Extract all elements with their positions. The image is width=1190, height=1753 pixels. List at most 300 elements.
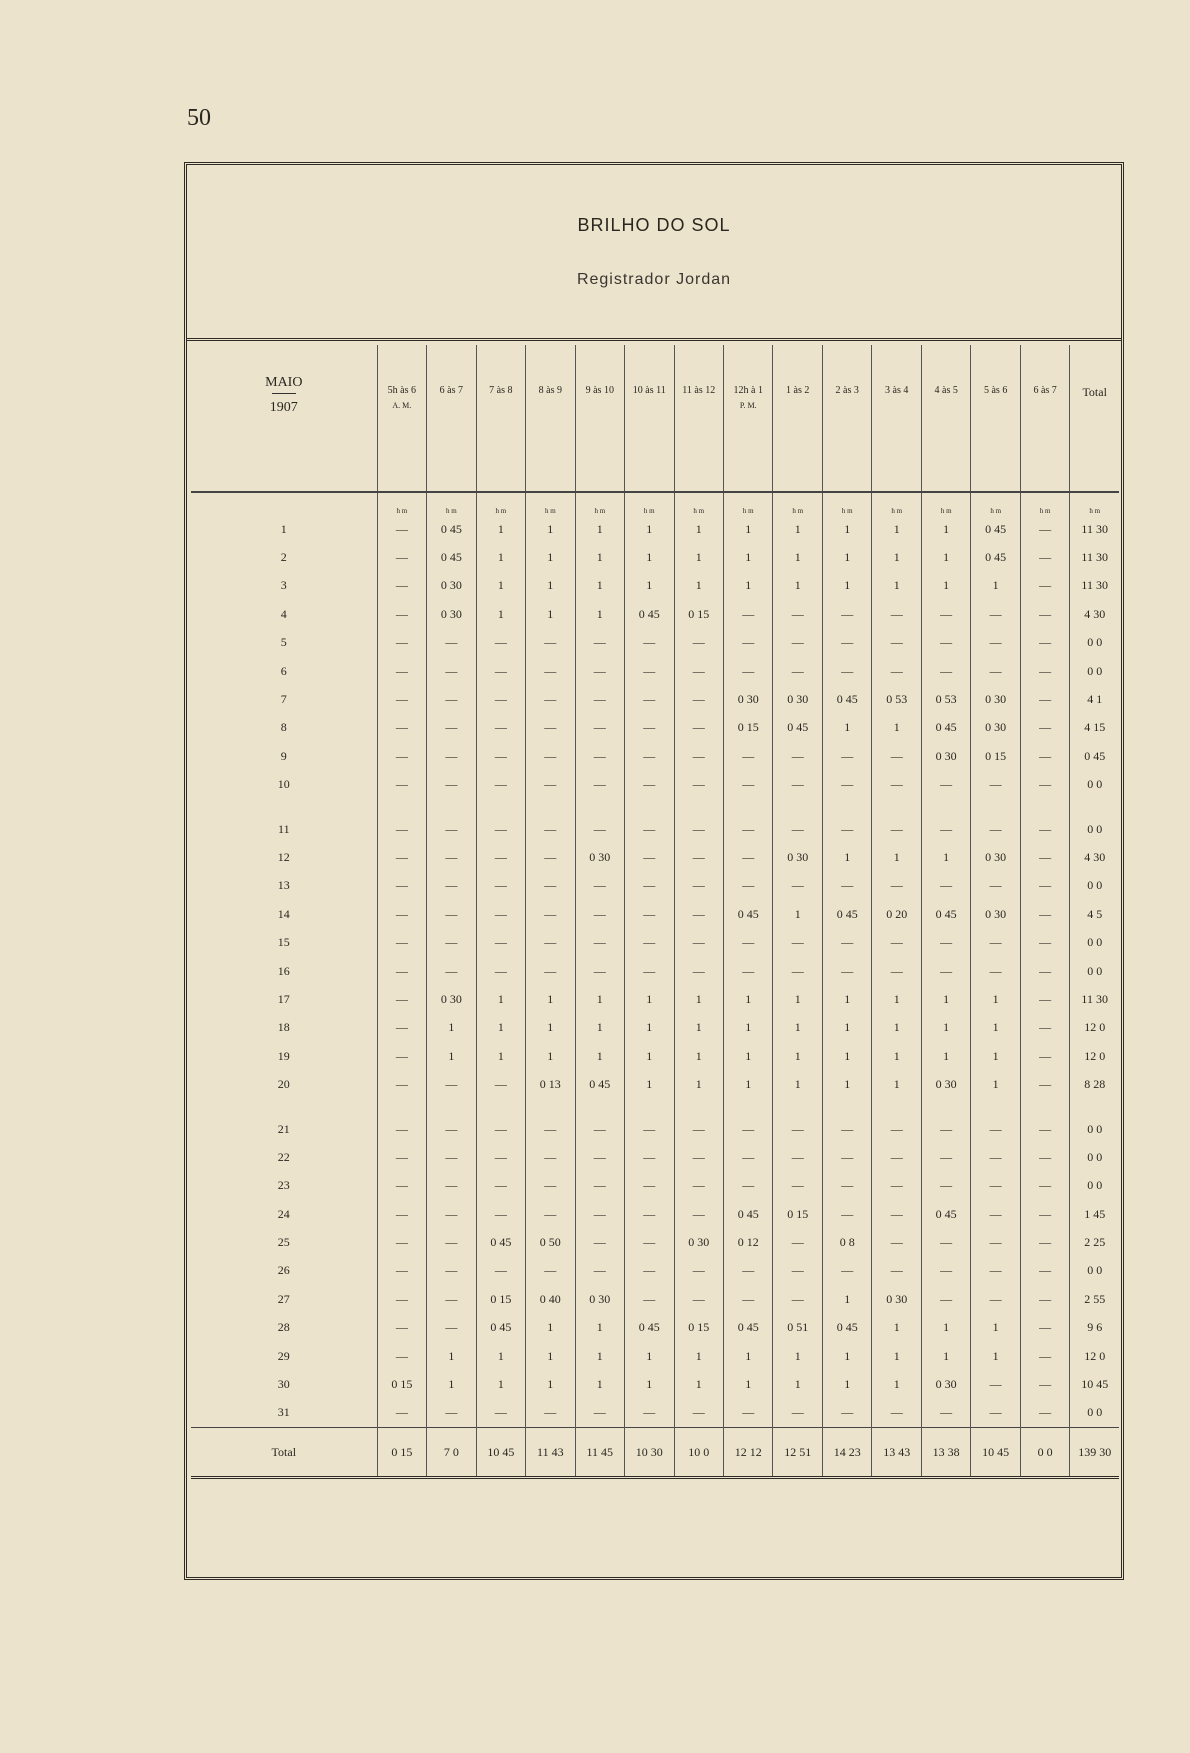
total-header: Total [1070, 345, 1119, 492]
hour-cell: — [625, 872, 674, 900]
hour-cell: — [377, 572, 426, 600]
day-cell: 5 [280, 635, 287, 650]
row-total-cell: 10 45 [1070, 1370, 1119, 1398]
hour-cell: 1 [575, 1314, 624, 1342]
hour-cell: — [724, 1143, 773, 1171]
table-row [191, 515, 1119, 543]
row-total-cell: 9 6 [1070, 1314, 1119, 1342]
row-total-cell: 0 0 [1070, 1172, 1119, 1200]
hour-cell: 0 45 [822, 685, 871, 713]
table-row [191, 1314, 1119, 1342]
hour-cell: — [377, 872, 426, 900]
hour-cell: 0 40 [526, 1285, 575, 1313]
row-total-cell: 11 30 [1070, 985, 1119, 1013]
hour-cell: — [971, 1228, 1020, 1256]
hour-cell: — [1020, 928, 1069, 956]
hour-cell: 1 [674, 1370, 723, 1398]
hour-cell: — [526, 900, 575, 928]
unit-label: h m [773, 492, 822, 515]
hour-header-label: 7 às 8 [489, 385, 513, 396]
hour-cell: — [526, 799, 575, 843]
hour-cell: — [773, 742, 822, 770]
hour-cell: — [971, 1370, 1020, 1398]
hour-cell: 0 45 [822, 1314, 871, 1342]
hour-cell: 0 30 [971, 900, 1020, 928]
hour-cell: 1 [872, 1342, 921, 1370]
hour-cell: 1 [921, 843, 970, 871]
hour-cell: 1 [773, 572, 822, 600]
table-row [191, 1042, 1119, 1070]
hour-cell: — [724, 742, 773, 770]
row-total-cell: 0 0 [1070, 1143, 1119, 1171]
hour-cell: 0 45 [773, 714, 822, 742]
hour-cell: — [971, 629, 1020, 657]
hour-cell: — [377, 685, 426, 713]
hour-cell: — [427, 685, 476, 713]
hour-cell: 1 [427, 1042, 476, 1070]
hour-cell: — [526, 928, 575, 956]
hour-cell: 1 [625, 1042, 674, 1070]
hour-cell: — [575, 1228, 624, 1256]
row-total-cell: 0 0 [1070, 872, 1119, 900]
year-label: 1907 [269, 400, 298, 415]
hour-cell: — [872, 629, 921, 657]
hour-cell: 0 30 [674, 1228, 723, 1256]
hour-cell: — [427, 1314, 476, 1342]
day-cell: 25 [277, 1235, 290, 1250]
day-cell: 11 [278, 821, 290, 836]
hour-header-label: 12h à 1 [733, 385, 763, 396]
hour-cell: 1 [822, 1285, 871, 1313]
hour-cell: 1 [674, 572, 723, 600]
hour-cell: 1 [872, 1042, 921, 1070]
hour-cell: 0 30 [575, 1285, 624, 1313]
hour-cell: 1 [822, 1070, 871, 1098]
hour-cell: — [674, 928, 723, 956]
hour-cell: — [1020, 799, 1069, 843]
column-total-cell: 14 23 [822, 1428, 871, 1478]
hour-cell: 1 [625, 1370, 674, 1398]
hour-cell: 1 [526, 985, 575, 1013]
row-total-cell: 12 0 [1070, 1042, 1119, 1070]
month-header [191, 345, 377, 492]
hour-cell: 1 [971, 572, 1020, 600]
hour-cell: — [476, 799, 525, 843]
hour-cell: 1 [971, 1014, 1020, 1042]
hour-cell: — [872, 928, 921, 956]
hour-cell: 1 [872, 714, 921, 742]
table-row [191, 771, 1119, 799]
hour-cell: 1 [822, 572, 871, 600]
column-total-cell: 0 0 [1020, 1428, 1069, 1478]
row-total-cell: 11 30 [1070, 515, 1119, 543]
hour-cell: — [526, 657, 575, 685]
hour-cell: 0 45 [971, 543, 1020, 571]
hour-cell: — [1020, 714, 1069, 742]
unit-label: h m [1020, 492, 1069, 515]
column-total-cell: 10 45 [476, 1428, 525, 1478]
hour-cell: — [427, 629, 476, 657]
header-row [191, 345, 1119, 492]
hour-cell: 1 [476, 1042, 525, 1070]
hour-cell: — [427, 957, 476, 985]
table-row [191, 928, 1119, 956]
unit-label: h m [822, 492, 871, 515]
hour-cell: — [724, 1257, 773, 1285]
hour-cell: 0 45 [724, 1314, 773, 1342]
hour-cell: — [773, 872, 822, 900]
hour-cell: — [1020, 1042, 1069, 1070]
hour-cell: — [625, 771, 674, 799]
hour-cell: — [526, 1099, 575, 1143]
hour-cell: 1 [625, 543, 674, 571]
hour-cell: 1 [872, 985, 921, 1013]
hour-cell: 1 [773, 900, 822, 928]
hour-cell: — [724, 1285, 773, 1313]
hour-cell: — [625, 1172, 674, 1200]
title-block [187, 165, 1121, 341]
hour-cell: — [427, 657, 476, 685]
hour-cell: — [921, 1099, 970, 1143]
hour-cell: — [921, 1257, 970, 1285]
hour-cell: 1 [773, 985, 822, 1013]
column-total-cell: 13 38 [921, 1428, 970, 1478]
day-cell: 2 [280, 550, 287, 565]
hour-cell: — [921, 600, 970, 628]
row-total-cell: 11 30 [1070, 572, 1119, 600]
day-cell: 23 [277, 1178, 290, 1193]
hour-cell: — [526, 1172, 575, 1200]
hour-cell: — [921, 1228, 970, 1256]
hour-cell: 0 45 [476, 1314, 525, 1342]
hour-cell: 1 [476, 1342, 525, 1370]
hour-cell: 1 [971, 1042, 1020, 1070]
hour-cell: — [427, 714, 476, 742]
hour-cell: 0 20 [872, 900, 921, 928]
unit-label: h m [526, 492, 575, 515]
table-row [191, 1200, 1119, 1228]
hour-cell: — [625, 1143, 674, 1171]
hour-cell: — [1020, 1314, 1069, 1342]
day-cell: 16 [277, 963, 290, 978]
day-cell: 26 [277, 1263, 290, 1278]
hour-cell: — [822, 928, 871, 956]
hour-cell: 0 30 [921, 1370, 970, 1398]
hour-cell: — [921, 771, 970, 799]
hour-cell: — [377, 515, 426, 543]
totals-label: Total [191, 1428, 377, 1478]
hour-cell: — [872, 771, 921, 799]
table-row [191, 1228, 1119, 1256]
hour-cell: — [773, 1399, 822, 1428]
hour-cell: — [724, 600, 773, 628]
day-cell: 31 [277, 1405, 290, 1420]
hour-cell: — [575, 1200, 624, 1228]
hour-cell: — [822, 742, 871, 770]
hour-cell: — [921, 629, 970, 657]
hour-cell: — [971, 1257, 1020, 1285]
row-total-cell: 11 30 [1070, 543, 1119, 571]
hour-cell: — [872, 799, 921, 843]
table-row [191, 1399, 1119, 1428]
row-total-cell: 2 55 [1070, 1285, 1119, 1313]
hour-cell: 0 30 [971, 685, 1020, 713]
row-total-cell: 12 0 [1070, 1342, 1119, 1370]
hour-cell: — [575, 714, 624, 742]
hour-cell: — [971, 1200, 1020, 1228]
hour-cell: — [476, 657, 525, 685]
hour-cell: — [625, 843, 674, 871]
hour-cell: 1 [872, 543, 921, 571]
hour-cell: — [773, 1257, 822, 1285]
hour-cell: 1 [822, 714, 871, 742]
column-total-cell: 10 0 [674, 1428, 723, 1478]
hour-cell: — [822, 799, 871, 843]
row-total-cell: 0 0 [1070, 657, 1119, 685]
hour-cell: 1 [822, 985, 871, 1013]
hour-header [476, 345, 525, 492]
hour-cell: — [724, 1399, 773, 1428]
row-total-cell: 4 15 [1070, 714, 1119, 742]
pm-label: P. M. [739, 401, 757, 410]
hour-cell: — [773, 928, 822, 956]
hour-cell: — [575, 742, 624, 770]
hour-cell: — [724, 957, 773, 985]
hour-cell: 0 15 [971, 742, 1020, 770]
unit-label: h m [476, 492, 525, 515]
hour-cell: 1 [476, 572, 525, 600]
hour-header [575, 345, 624, 492]
hour-cell: — [872, 957, 921, 985]
hour-cell: 0 15 [773, 1200, 822, 1228]
hour-cell: — [1020, 572, 1069, 600]
hour-cell: 1 [724, 1070, 773, 1098]
hour-cell: — [427, 1285, 476, 1313]
hour-cell: — [575, 928, 624, 956]
hour-cell: — [674, 714, 723, 742]
hour-cell: — [377, 1228, 426, 1256]
hour-cell: — [625, 1399, 674, 1428]
table-row [191, 1014, 1119, 1042]
hour-cell: — [377, 1342, 426, 1370]
hour-cell: 0 50 [526, 1228, 575, 1256]
hour-cell: 1 [427, 1370, 476, 1398]
hour-cell: 0 53 [921, 685, 970, 713]
hour-cell: 1 [575, 1042, 624, 1070]
hour-header-label: 9 às 10 [585, 385, 614, 396]
hour-cell: — [1020, 1172, 1069, 1200]
hour-cell: — [1020, 900, 1069, 928]
hour-cell: — [1020, 957, 1069, 985]
hour-cell: — [625, 928, 674, 956]
unit-label: h m [724, 492, 773, 515]
day-cell: 7 [280, 692, 287, 707]
row-total-cell: 0 0 [1070, 957, 1119, 985]
hour-cell: 1 [625, 985, 674, 1013]
column-total-cell: 12 51 [773, 1428, 822, 1478]
hour-cell: — [526, 629, 575, 657]
hour-cell: — [724, 799, 773, 843]
page-title: BRILHO DO SOL [577, 215, 731, 235]
hour-cell: — [526, 742, 575, 770]
hour-cell: 1 [575, 1014, 624, 1042]
table-row [191, 900, 1119, 928]
hour-cell: — [674, 1099, 723, 1143]
hour-cell: — [575, 1257, 624, 1285]
hour-cell: — [921, 1143, 970, 1171]
hour-cell: — [1020, 1399, 1069, 1428]
row-total-cell: 0 0 [1070, 928, 1119, 956]
hour-header [625, 345, 674, 492]
units-row [191, 492, 1119, 515]
hour-cell: 1 [822, 1042, 871, 1070]
table-row [191, 799, 1119, 843]
hour-cell: — [773, 957, 822, 985]
hour-cell: — [921, 928, 970, 956]
hour-cell: — [674, 742, 723, 770]
hour-cell: — [377, 543, 426, 571]
hour-cell: — [674, 900, 723, 928]
hour-cell: — [822, 872, 871, 900]
hour-cell: 0 45 [575, 1070, 624, 1098]
hour-cell: — [971, 1099, 1020, 1143]
hour-cell: 0 15 [674, 600, 723, 628]
hour-cell: — [674, 872, 723, 900]
hour-cell: — [625, 657, 674, 685]
hour-cell: — [377, 1070, 426, 1098]
hour-cell: 1 [575, 543, 624, 571]
hour-cell: — [427, 1200, 476, 1228]
row-total-cell: 4 5 [1070, 900, 1119, 928]
unit-label: h m [377, 492, 426, 515]
hour-cell: — [724, 1172, 773, 1200]
hour-cell: 1 [526, 600, 575, 628]
row-total-cell: 12 0 [1070, 1014, 1119, 1042]
hour-cell: 1 [526, 1342, 575, 1370]
hour-cell: — [872, 1228, 921, 1256]
hour-cell: 1 [674, 543, 723, 571]
hour-cell: — [674, 1172, 723, 1200]
hour-cell: — [476, 629, 525, 657]
hour-cell: — [971, 771, 1020, 799]
hour-cell: 0 30 [921, 1070, 970, 1098]
unit-label: h m [872, 492, 921, 515]
hour-cell: — [476, 928, 525, 956]
hour-cell: — [773, 1228, 822, 1256]
hour-cell: — [971, 657, 1020, 685]
table-row [191, 685, 1119, 713]
hour-cell: — [773, 1143, 822, 1171]
hour-cell: — [526, 843, 575, 871]
hour-cell: 1 [625, 1070, 674, 1098]
day-cell: 29 [277, 1348, 290, 1363]
hour-cell: — [724, 1099, 773, 1143]
hour-cell: — [921, 872, 970, 900]
hour-cell: — [674, 657, 723, 685]
hour-cell: — [724, 771, 773, 799]
hour-cell: — [377, 714, 426, 742]
hour-cell: — [971, 1172, 1020, 1200]
unit-label: h m [971, 492, 1020, 515]
hour-cell: — [427, 799, 476, 843]
hour-cell: 1 [427, 1342, 476, 1370]
day-cell: 22 [277, 1149, 290, 1164]
hour-cell: — [625, 1099, 674, 1143]
hour-cell: 1 [872, 1314, 921, 1342]
hour-cell: — [377, 985, 426, 1013]
hour-cell: 0 12 [724, 1228, 773, 1256]
hour-cell: 1 [526, 543, 575, 571]
hour-cell: 1 [872, 515, 921, 543]
day-cell: 15 [277, 935, 290, 950]
hour-cell: — [773, 629, 822, 657]
hour-cell: — [921, 1285, 970, 1313]
grand-total-cell: 139 30 [1070, 1428, 1119, 1478]
day-cell: 6 [280, 663, 287, 678]
hour-cell: — [1020, 1143, 1069, 1171]
hour-cell: — [526, 1399, 575, 1428]
hour-cell: 1 [476, 1014, 525, 1042]
hour-cell: 1 [476, 515, 525, 543]
hour-cell: — [1020, 1285, 1069, 1313]
hour-cell: 1 [674, 515, 723, 543]
hour-cell: 0 45 [427, 515, 476, 543]
hour-cell: 0 8 [822, 1228, 871, 1256]
hour-cell: — [575, 657, 624, 685]
hour-cell: — [427, 1172, 476, 1200]
hour-header-label: 4 às 5 [934, 385, 958, 396]
hour-cell: — [921, 1399, 970, 1428]
hour-cell: — [377, 799, 426, 843]
day-cell: 3 [280, 578, 287, 593]
hour-cell: 1 [921, 1314, 970, 1342]
day-cell: 4 [280, 606, 287, 621]
hour-cell: — [1020, 1342, 1069, 1370]
hour-cell: — [476, 1172, 525, 1200]
hour-cell: — [773, 771, 822, 799]
unit-label: h m [427, 492, 476, 515]
hour-cell: — [427, 771, 476, 799]
column-total-cell: 10 30 [625, 1428, 674, 1478]
hour-cell: — [971, 957, 1020, 985]
hour-cell: — [674, 799, 723, 843]
hour-cell: 1 [921, 1042, 970, 1070]
hour-cell: 1 [674, 985, 723, 1013]
hour-cell: — [625, 742, 674, 770]
hour-cell: 1 [822, 843, 871, 871]
hour-header [1020, 345, 1069, 492]
hour-cell: 0 45 [724, 1200, 773, 1228]
hour-cell: — [1020, 742, 1069, 770]
table-row [191, 1342, 1119, 1370]
hour-cell: — [476, 900, 525, 928]
table-row [191, 1285, 1119, 1313]
day-cell: 27 [277, 1291, 290, 1306]
hour-header [971, 345, 1020, 492]
hour-cell: 1 [476, 600, 525, 628]
hour-cell: — [377, 1314, 426, 1342]
day-cell: 28 [277, 1320, 290, 1335]
hour-cell: — [625, 1200, 674, 1228]
hour-cell: — [674, 629, 723, 657]
hour-cell: — [575, 771, 624, 799]
day-cell: 17 [277, 991, 290, 1006]
hour-cell: — [625, 714, 674, 742]
table-row [191, 742, 1119, 770]
hour-cell: — [822, 957, 871, 985]
hour-cell: — [526, 714, 575, 742]
hour-header [773, 345, 822, 492]
